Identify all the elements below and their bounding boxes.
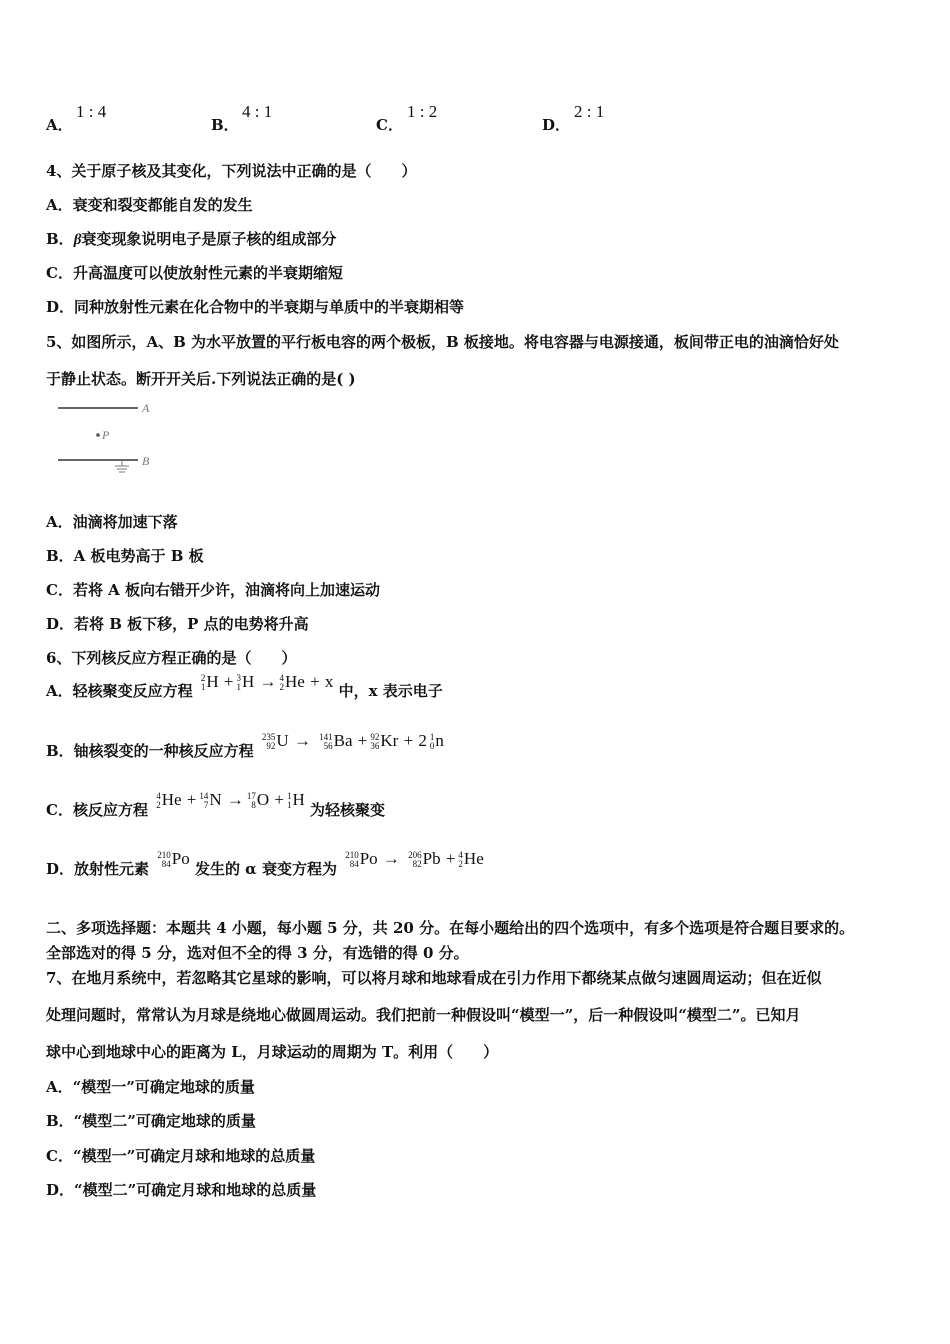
q7-stem-line3: 球中心到地球中心的距离为 L，月球运动的周期为 T。利用（ ）	[46, 1043, 499, 1061]
q6-option-d-text: D．放射性元素	[46, 860, 150, 878]
transmutation-equation: 4 2 He + 14 7 N → 17 8 O + 1 1 H	[156, 790, 305, 810]
q6-option-c-tail: 为轻核聚变	[309, 801, 385, 819]
q7-option-a: A．“模型一”可确定地球的质量	[46, 1078, 255, 1096]
q3-option-c-value: 1 : 2	[407, 102, 438, 121]
n1-index: 1 0	[429, 732, 435, 751]
q4-option-b	[46, 228, 336, 249]
q3-option-a-label: A．	[46, 116, 73, 134]
q6-option-b	[46, 731, 444, 761]
q5-stem-line1: 5、如图所示，A、B 为水平放置的平行板电容的两个极板，B 板接地。将电容器与电源接通，板间带正电的油滴恰好处	[46, 333, 839, 351]
q4-stem: 4、关于原子核及其变化，下列说法中正确的是（ ）	[46, 162, 417, 180]
fission-equation: 235 92 U → 141 56 Ba + 92 36 Kr + 2 1 0 n	[261, 731, 444, 751]
q3-option-b-label: B．	[211, 116, 239, 134]
plate-b-label: B	[142, 454, 150, 468]
o17-index: 17 8	[246, 791, 256, 810]
fusion-equation: 2 1 H + 3 1 H → 4 2 He + x	[200, 672, 334, 692]
capacitor-figure	[50, 398, 170, 480]
q3-option-d-label: D．	[542, 116, 571, 134]
u235-index: 235 92	[261, 732, 276, 751]
n14-index: 14 7	[199, 791, 209, 810]
q7-option-b: B．“模型二”可确定地球的质量	[46, 1112, 256, 1130]
ground-icon	[115, 460, 129, 472]
q6-stem: 6、下列核反应方程正确的是（ ）	[46, 649, 297, 667]
beta-symbol: β	[73, 232, 82, 248]
q6-option-a	[46, 672, 443, 701]
kr92-index: 92 36	[370, 732, 380, 751]
q7-option-d: D．“模型二”可确定月球和地球的总质量	[46, 1181, 317, 1199]
q4-option-c: C．升高温度可以使放射性元素的半衰期缩短	[46, 264, 343, 282]
q3-option-d-value: 2 : 1	[574, 102, 605, 121]
q7-stem-line1: 7、在地月系统中，若忽略其它星球的影响，可以将月球和地球看成在引力作用下都绕某点做匀速圆周运动；但在近似	[46, 969, 822, 987]
q4-option-d: D．同种放射性元素在化合物中的半衰期与单质中的半衰期相等	[46, 298, 465, 316]
q4-option-b-label: B．	[46, 230, 74, 248]
plate-a-label: A	[142, 401, 150, 415]
q6-option-a-tail: 中，x 表示电子	[338, 682, 443, 700]
q5-option-c: C．若将 A 板向右错开少许，油滴将向上加速运动	[46, 581, 381, 599]
he4-index-c: 4 2	[156, 791, 161, 810]
q6-option-c-text: C．核反应方程	[46, 801, 148, 819]
q4-option-a: A．衰变和裂变都能自发的发生	[46, 196, 253, 214]
point-p-dot	[96, 433, 100, 437]
q6-option-d	[46, 849, 484, 879]
q3-option-c-label: C．	[376, 116, 403, 134]
q6-option-b-text: B．铀核裂变的一种核反应方程	[46, 742, 254, 760]
q6-option-c	[46, 790, 385, 820]
section2-heading-line2: 全部选对的得 5 分，选对但不全的得 3 分，有选错的得 0 分。	[46, 944, 469, 962]
q6-option-a-text: A．轻核聚变反应方程	[46, 682, 193, 700]
q6-option-d-mid: 发生的 α 衰变方程为	[194, 860, 337, 878]
q5-stem-line2: 于静止状态。断开开关后.下列说法正确的是( )	[46, 370, 356, 388]
h2-index: 2 1	[200, 673, 206, 692]
ba141-index: 141 56	[319, 732, 333, 751]
q5-option-b: B．A 板电势高于 B 板	[46, 547, 204, 565]
alpha-decay-equation: 210 84 Po → 206 82 Pb + 4 2 He	[345, 849, 484, 869]
q7-option-c: C．“模型一”可确定月球和地球的总质量	[46, 1147, 316, 1165]
q3-option-a-value: 1 : 4	[76, 102, 107, 121]
point-p-label: P	[102, 428, 110, 442]
he4-index: 4 2	[279, 673, 284, 692]
q3-option-b-value: 4 : 1	[242, 102, 273, 121]
q5-option-a: A．油滴将加速下落	[46, 513, 178, 531]
po210-symbol: 210 84 Po	[157, 849, 190, 869]
q7-stem-line2: 处理问题时，常常认为月球是绕地心做圆周运动。我们把前一种假设叫“模型一”，后一种假设叫“模型二”。已知月	[46, 1006, 801, 1024]
section2-heading-line1: 二、多项选择题：本题共 4 小题，每小题 5 分，共 20 分。在每小题给出的四个选项中，有多个选项是符合题目要求的。	[46, 919, 855, 937]
q5-option-d: D．若将 B 板下移，P 点的电势将升高	[46, 615, 309, 633]
h3-index: 3 1	[236, 673, 241, 692]
h1-index: 1 1	[286, 791, 292, 810]
q4-option-b-text: 衰变现象说明电子是原子核的组成部分	[81, 230, 337, 248]
